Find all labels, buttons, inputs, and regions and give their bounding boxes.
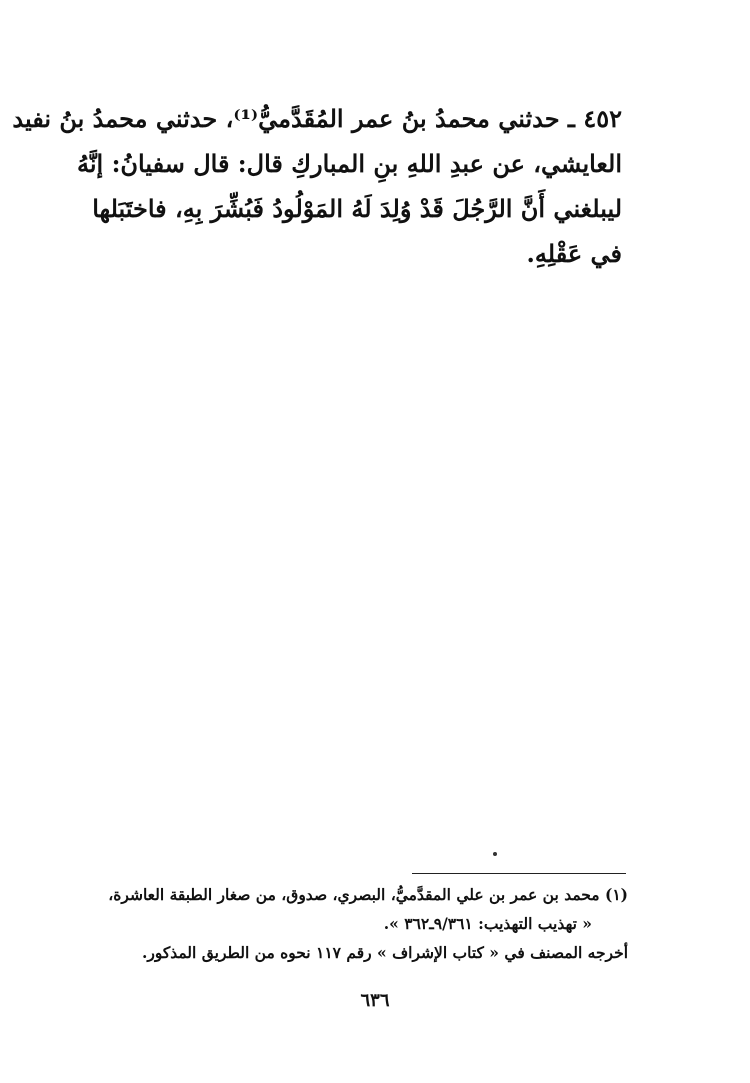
footnote-line-2: « تهذيب التهذيب: ٩/٣٦١ـ٣٦٢ ». [383, 914, 592, 933]
footnote-separator [412, 873, 626, 874]
footnote-line-3: أخرجه المصنف في « كتاب الإشراف » رقم ١١٧ نحوه من الطريق المذكور. [141, 943, 628, 962]
footnotes [80, 880, 628, 967]
hadith-paragraph [12, 96, 622, 276]
page-number: ٦٣٦ [360, 990, 390, 1011]
hadith-line-3: ليبلغني أَنَّ الرَّجُلَ قَدْ وُلِدَ لَهُ المَوْلُودُ فَبُشِّرَ بِهِ، فاختَبَلها [92, 194, 622, 223]
hadith-line-2: العايشي، عن عبدِ اللهِ بنِ المباركِ قال: قال سفيانُ: إنَّهُ [77, 149, 622, 178]
hadith-line-1: ٤٥٢ ـ حدثني محمدُ بنُ عمر المُقَدَّميُّ⁽¹⁾، حدثني محمدُ بنُ نفيد [12, 104, 622, 133]
hadith-line-4: في عَقْلِهِ. [526, 239, 622, 268]
separator-dot [493, 852, 497, 856]
footnote-line-1: (١) محمد بن عمر بن علي المقدَّميُّ، البصري، صدوق، من صغار الطبقة العاشرة، [108, 885, 628, 904]
